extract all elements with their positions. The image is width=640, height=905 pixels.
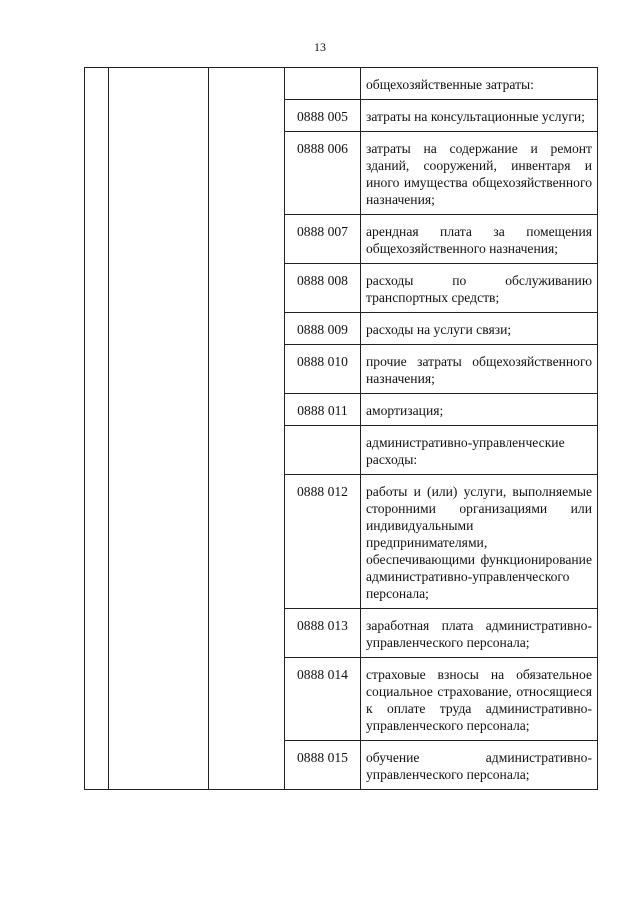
- code-cell: 0888 011: [285, 394, 361, 426]
- description-cell: страховые взносы на обязательное социальное страхование, относящиеся к оплате труда административно-управленческого персонала;: [361, 658, 598, 741]
- page-number: 13: [314, 40, 326, 54]
- code-cell: 0888 008: [285, 264, 361, 313]
- description-cell: затраты на содержание и ремонт зданий, сооружений, инвентаря и иного имущества общехозяйственного назначения;: [361, 132, 598, 215]
- empty-column-3: [209, 68, 285, 790]
- code-cell: 0888 006: [285, 132, 361, 215]
- code-cell: 0888 013: [285, 609, 361, 658]
- code-cell: 0888 007: [285, 215, 361, 264]
- code-cell: 0888 009: [285, 313, 361, 345]
- code-cell: 0888 005: [285, 100, 361, 132]
- description-cell: административно-управленческие расходы:: [361, 426, 598, 475]
- code-cell: 0888 010: [285, 345, 361, 394]
- description-cell: затраты на консультационные услуги;: [361, 100, 598, 132]
- code-cell: 0888 012: [285, 475, 361, 609]
- description-cell: амортизация;: [361, 394, 598, 426]
- code-cell: [285, 68, 361, 100]
- description-cell: расходы по обслуживанию транспортных средств;: [361, 264, 598, 313]
- description-cell: расходы на услуги связи;: [361, 313, 598, 345]
- description-cell: общехозяйственные затраты:: [361, 68, 598, 100]
- empty-column-2: [109, 68, 209, 790]
- code-cell: [285, 426, 361, 475]
- code-cell: 0888 014: [285, 658, 361, 741]
- description-cell: обучение административно-управленческого персонала;: [361, 741, 598, 790]
- description-cell: прочие затраты общехозяйственного назначения;: [361, 345, 598, 394]
- description-cell: арендная плата за помещения общехозяйственного назначения;: [361, 215, 598, 264]
- table-row: [85, 68, 598, 100]
- empty-column-1: [85, 68, 109, 790]
- expense-codes-table: [84, 67, 598, 790]
- description-cell: заработная плата административно-управленческого персонала;: [361, 609, 598, 658]
- description-cell: работы и (или) услуги, выполняемые сторонними организациями или индивидуальными предпринимателями, обеспечивающими функционирование административно-управленческого персонала;: [361, 475, 598, 609]
- code-cell: 0888 015: [285, 741, 361, 790]
